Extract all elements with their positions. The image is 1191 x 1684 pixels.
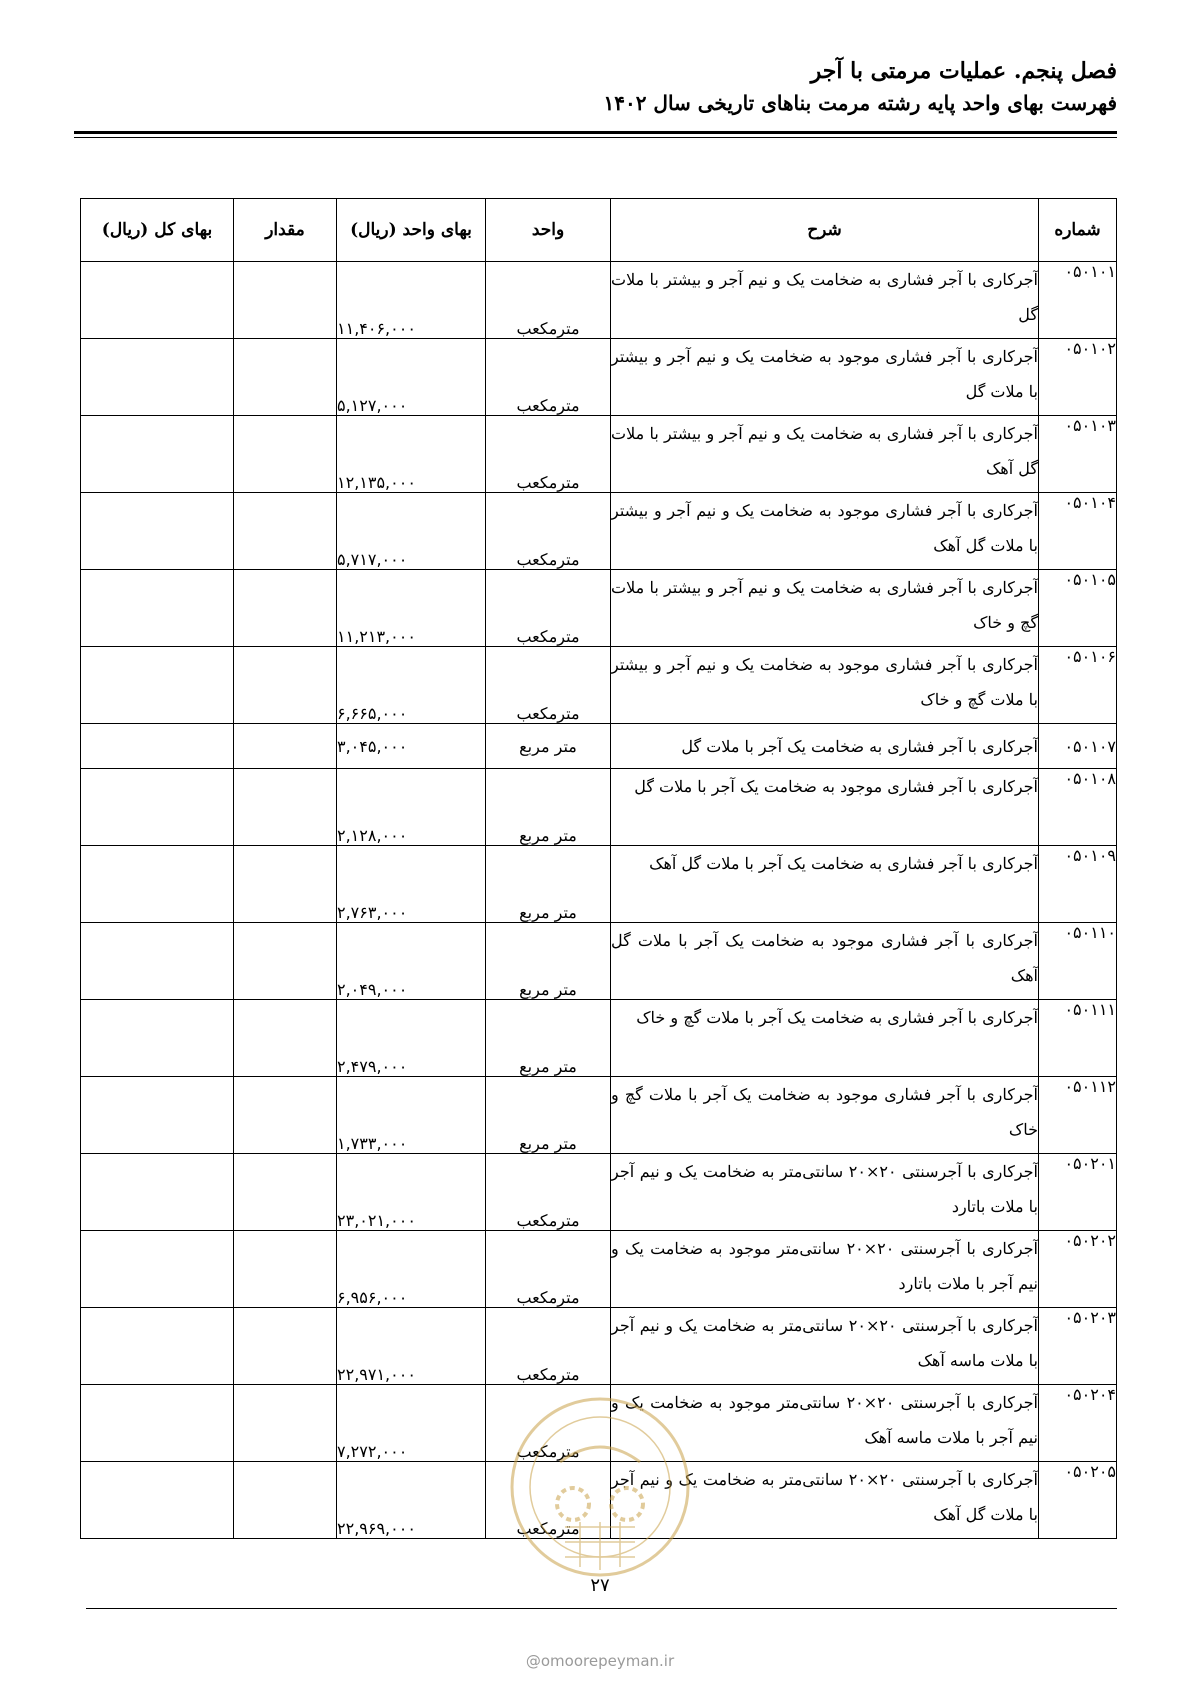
- header-unit-price: بهای واحد (ریال): [337, 199, 486, 262]
- item-description: آجرکاری با آجر فشاری موجود به ضخامت یک و نیم آجر و بیشتر با ملات گل آهک: [611, 493, 1039, 570]
- seal-grid: [565, 1522, 635, 1570]
- item-unit: متر مربع: [486, 846, 611, 923]
- item-quantity: [234, 339, 337, 416]
- table-row: [81, 339, 1117, 416]
- item-unit-price: ۵,۱۲۷,۰۰۰: [337, 339, 486, 416]
- item-unit-price: ۱,۷۳۳,۰۰۰: [337, 1077, 486, 1154]
- table-body: [81, 262, 1117, 1539]
- item-unit-price: ۲,۱۲۸,۰۰۰: [337, 769, 486, 846]
- item-quantity: [234, 1231, 337, 1308]
- item-unit-price: ۶,۹۵۶,۰۰۰: [337, 1231, 486, 1308]
- item-code: ۰۵۰۱۱۰: [1039, 923, 1117, 1000]
- table-row: [81, 647, 1117, 724]
- table-row: [81, 262, 1117, 339]
- item-description: آجرکاری با آجر فشاری به ضخامت یک آجر با ملات گل آهک: [611, 846, 1039, 923]
- item-unit: متر مربع: [486, 1000, 611, 1077]
- header-unit: واحد: [486, 199, 611, 262]
- item-unit: مترمکعب: [486, 493, 611, 570]
- header-divider-thick: [74, 131, 1117, 134]
- item-code: ۰۵۰۱۰۲: [1039, 339, 1117, 416]
- item-unit-price: ۲۲,۹۶۹,۰۰۰: [337, 1462, 486, 1539]
- item-unit-price: ۶,۶۶۵,۰۰۰: [337, 647, 486, 724]
- item-quantity: [234, 647, 337, 724]
- table-row: [81, 923, 1117, 1000]
- item-code: ۰۵۰۲۰۴: [1039, 1385, 1117, 1462]
- item-total: [81, 846, 234, 923]
- header-code: شماره: [1039, 199, 1117, 262]
- header-divider-thin: [74, 137, 1117, 138]
- item-code: ۰۵۰۱۰۷: [1039, 724, 1117, 769]
- item-code: ۰۵۰۲۰۱: [1039, 1154, 1117, 1231]
- item-quantity: [234, 769, 337, 846]
- item-code: ۰۵۰۱۰۶: [1039, 647, 1117, 724]
- item-quantity: [234, 846, 337, 923]
- item-unit-price: ۲,۷۶۳,۰۰۰: [337, 846, 486, 923]
- item-description: آجرکاری با آجرسنتی ۲۰×۲۰ سانتی‌متر به ضخامت یک و نیم آجر با ملات باتارد: [611, 1154, 1039, 1231]
- item-description: آجرکاری با آجر فشاری موجود به ضخامت یک آجر با ملات گچ و خاک: [611, 1077, 1039, 1154]
- table-row: [81, 769, 1117, 846]
- item-code: ۰۵۰۲۰۵: [1039, 1462, 1117, 1539]
- page-header: [74, 56, 1117, 118]
- item-unit: مترمکعب: [486, 1154, 611, 1231]
- item-quantity: [234, 724, 337, 769]
- item-total: [81, 1462, 234, 1539]
- item-total: [81, 570, 234, 647]
- item-description: آجرکاری با آجر فشاری به ضخامت یک و نیم آجر و بیشتر با ملات گچ و خاک: [611, 570, 1039, 647]
- table-row: [81, 570, 1117, 647]
- item-unit: مترمکعب: [486, 1385, 611, 1462]
- item-unit-price: ۲۳,۰۲۱,۰۰۰: [337, 1154, 486, 1231]
- item-description: آجرکاری با آجر فشاری موجود به ضخامت یک آجر با ملات گل آهک: [611, 923, 1039, 1000]
- chapter-title: فصل پنجم. عملیات مرمتی با آجر: [810, 58, 1117, 84]
- item-unit: متر مربع: [486, 724, 611, 769]
- item-total: [81, 647, 234, 724]
- item-quantity: [234, 262, 337, 339]
- item-unit: مترمکعب: [486, 262, 611, 339]
- table-header-row: [81, 199, 1117, 262]
- item-quantity: [234, 570, 337, 647]
- item-unit: متر مربع: [486, 769, 611, 846]
- item-code: ۰۵۰۱۰۹: [1039, 846, 1117, 923]
- item-unit-price: ۲,۴۷۹,۰۰۰: [337, 1000, 486, 1077]
- table-row: [81, 1077, 1117, 1154]
- item-total: [81, 1077, 234, 1154]
- item-unit-price: ۲۲,۹۷۱,۰۰۰: [337, 1308, 486, 1385]
- item-code: ۰۵۰۱۰۵: [1039, 570, 1117, 647]
- item-unit: مترمکعب: [486, 570, 611, 647]
- item-total: [81, 493, 234, 570]
- item-total: [81, 416, 234, 493]
- item-quantity: [234, 1077, 337, 1154]
- item-unit-price: ۱۱,۴۰۶,۰۰۰: [337, 262, 486, 339]
- item-unit: مترمکعب: [486, 1462, 611, 1539]
- item-quantity: [234, 1154, 337, 1231]
- item-total: [81, 923, 234, 1000]
- item-code: ۰۵۰۱۱۲: [1039, 1077, 1117, 1154]
- item-quantity: [234, 493, 337, 570]
- item-code: ۰۵۰۱۰۸: [1039, 769, 1117, 846]
- header-quantity: مقدار: [234, 199, 337, 262]
- item-total: [81, 1154, 234, 1231]
- item-quantity: [234, 1462, 337, 1539]
- document-subtitle: فهرست بهای واحد پایه رشته مرمت بناهای تاریخی سال ۱۴۰۲: [603, 91, 1117, 115]
- seal-gear-left: [557, 1488, 589, 1520]
- item-quantity: [234, 1308, 337, 1385]
- item-total: [81, 1308, 234, 1385]
- header-total: بهای کل (ریال): [81, 199, 234, 262]
- item-description: آجرکاری با آجر فشاری به ضخامت یک آجر با ملات گل: [611, 724, 1039, 769]
- item-unit: مترمکعب: [486, 1231, 611, 1308]
- item-total: [81, 1231, 234, 1308]
- watermark-url: @omoorepeyman.ir: [525, 1652, 675, 1670]
- seal-gear-right: [611, 1488, 643, 1520]
- header-description: شرح: [611, 199, 1039, 262]
- item-description: آجرکاری با آجر فشاری موجود به ضخامت یک و نیم آجر و بیشتر با ملات گل: [611, 339, 1039, 416]
- item-unit-price: ۳,۰۴۵,۰۰۰: [337, 724, 486, 769]
- page-number: ۲۷: [590, 1575, 610, 1596]
- table-row: [81, 416, 1117, 493]
- item-total: [81, 1385, 234, 1462]
- table-row: [81, 1308, 1117, 1385]
- seal-swash: [560, 1447, 640, 1462]
- item-code: ۰۵۰۱۰۴: [1039, 493, 1117, 570]
- item-unit: متر مربع: [486, 1077, 611, 1154]
- item-description: آجرکاری با آجرسنتی ۲۰×۲۰ سانتی‌متر موجود به ضخامت یک و نیم آجر با ملات ماسه آهک: [611, 1385, 1039, 1462]
- item-unit-price: ۷,۲۷۲,۰۰۰: [337, 1385, 486, 1462]
- item-total: [81, 339, 234, 416]
- table-row: [81, 493, 1117, 570]
- item-code: ۰۵۰۱۰۱: [1039, 262, 1117, 339]
- item-unit: مترمکعب: [486, 416, 611, 493]
- item-code: ۰۵۰۱۰۳: [1039, 416, 1117, 493]
- item-quantity: [234, 923, 337, 1000]
- item-total: [81, 769, 234, 846]
- item-unit-price: ۲,۰۴۹,۰۰۰: [337, 923, 486, 1000]
- item-quantity: [234, 416, 337, 493]
- item-code: ۰۵۰۱۱۱: [1039, 1000, 1117, 1077]
- table-row: [81, 846, 1117, 923]
- item-unit-price: ۱۲,۱۳۵,۰۰۰: [337, 416, 486, 493]
- item-description: آجرکاری با آجر فشاری به ضخامت یک آجر با ملات گچ و خاک: [611, 1000, 1039, 1077]
- item-description: آجرکاری با آجرسنتی ۲۰×۲۰ سانتی‌متر به ضخامت یک و نیم آجر با ملات ماسه آهک: [611, 1308, 1039, 1385]
- item-unit-price: ۵,۷۱۷,۰۰۰: [337, 493, 486, 570]
- price-list-table: [80, 198, 1117, 1539]
- item-description: آجرکاری با آجر فشاری به ضخامت یک و نیم آجر و بیشتر با ملات گل: [611, 262, 1039, 339]
- item-description: آجرکاری با آجر فشاری موجود به ضخامت یک آجر با ملات گل: [611, 769, 1039, 846]
- item-description: آجرکاری با آجرسنتی ۲۰×۲۰ سانتی‌متر موجود به ضخامت یک و نیم آجر با ملات باتارد: [611, 1231, 1039, 1308]
- table-row: [81, 1000, 1117, 1077]
- table-row: [81, 1231, 1117, 1308]
- item-total: [81, 1000, 234, 1077]
- item-code: ۰۵۰۲۰۲: [1039, 1231, 1117, 1308]
- item-unit: مترمکعب: [486, 647, 611, 724]
- table-row: [81, 1154, 1117, 1231]
- watermark-seal-logo: [505, 1392, 695, 1582]
- item-quantity: [234, 1000, 337, 1077]
- table-row: [81, 724, 1117, 769]
- item-unit: مترمکعب: [486, 1308, 611, 1385]
- item-quantity: [234, 1385, 337, 1462]
- item-unit-price: ۱۱,۲۱۳,۰۰۰: [337, 570, 486, 647]
- item-unit: متر مربع: [486, 923, 611, 1000]
- footer-divider: [86, 1608, 1117, 1609]
- item-unit: مترمکعب: [486, 339, 611, 416]
- item-description: آجرکاری با آجر فشاری به ضخامت یک و نیم آجر و بیشتر با ملات گل آهک: [611, 416, 1039, 493]
- item-description: آجرکاری با آجر فشاری موجود به ضخامت یک و نیم آجر و بیشتر با ملات گچ و خاک: [611, 647, 1039, 724]
- item-total: [81, 724, 234, 769]
- item-code: ۰۵۰۲۰۳: [1039, 1308, 1117, 1385]
- item-total: [81, 262, 234, 339]
- item-description: آجرکاری با آجرسنتی ۲۰×۲۰ سانتی‌متر به ضخامت یک و نیم آجر با ملات گل آهک: [611, 1462, 1039, 1539]
